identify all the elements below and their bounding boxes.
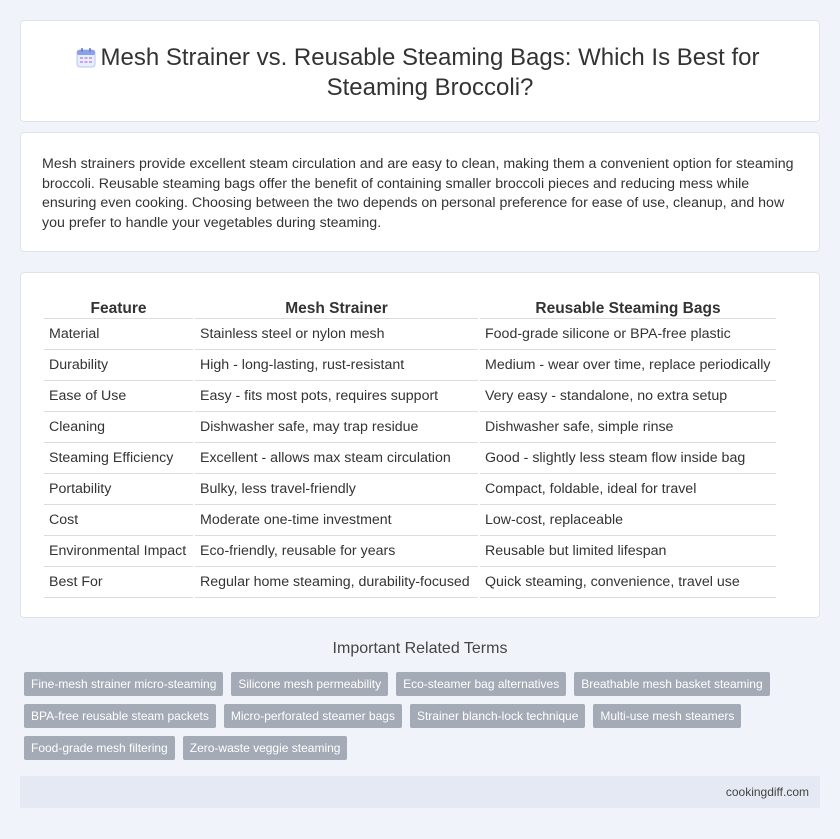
- table-row: [44, 474, 776, 505]
- table-row: [44, 443, 776, 474]
- table-row: [44, 536, 776, 567]
- table-cell: Portability: [44, 474, 193, 505]
- table-cell: Medium - wear over time, replace periodically: [480, 350, 776, 381]
- table-row: [44, 319, 776, 350]
- table-cell: Easy - fits most pots, requires support: [195, 381, 478, 412]
- footer-site-link[interactable]: cookingdiff.com: [725, 785, 809, 799]
- related-term-tag[interactable]: Fine-mesh strainer micro-steaming: [24, 672, 223, 696]
- intro-card: [20, 132, 820, 252]
- related-term-tag[interactable]: Breathable mesh basket steaming: [574, 672, 769, 696]
- related-term-tag[interactable]: Food-grade mesh filtering: [24, 736, 175, 760]
- table-cell: Environmental Impact: [44, 536, 193, 567]
- table-cell: Compact, foldable, ideal for travel: [480, 474, 776, 505]
- table-cell: Steaming Efficiency: [44, 443, 193, 474]
- table-row: [44, 567, 776, 598]
- table-cell: Good - slightly less steam flow inside bag: [480, 443, 776, 474]
- related-term-tag[interactable]: BPA-free reusable steam packets: [24, 704, 216, 728]
- related-term-tag[interactable]: Silicone mesh permeability: [231, 672, 388, 696]
- table-cell: Cleaning: [44, 412, 193, 443]
- intro-text: Mesh strainers provide excellent steam circulation and are easy to clean, making them a convenient option for steaming broccoli. Reusable steaming bags offer the benefit of containing smaller broccoli pieces and reducing mess while ensuring even cooking. Choosing between the two depends on personal preference for ease of use, cleanup, and how you prefer to handle your vegetables during steaming.: [42, 156, 794, 231]
- table-cell: Dishwasher safe, simple rinse: [480, 412, 776, 443]
- comparison-table-card: [20, 272, 820, 618]
- footer: [20, 776, 820, 808]
- related-term-tag[interactable]: Strainer blanch-lock technique: [410, 704, 585, 728]
- related-terms-list: [24, 672, 804, 760]
- table-header-row: [44, 295, 776, 319]
- table-cell: Moderate one-time investment: [195, 505, 478, 536]
- table-cell: Best For: [44, 567, 193, 598]
- column-header-mesh-strainer: Mesh Strainer: [195, 295, 478, 319]
- related-term-tag[interactable]: Zero-waste veggie steaming: [183, 736, 348, 760]
- table-row: [44, 505, 776, 536]
- table-row: [44, 412, 776, 443]
- table-cell: Reusable but limited lifespan: [480, 536, 776, 567]
- page-title: Mesh Strainer vs. Reusable Steaming Bags: Which Is Best for Steaming Broccoli?: [100, 44, 760, 101]
- table-cell: Stainless steel or nylon mesh: [195, 319, 478, 350]
- table-cell: Dishwasher safe, may trap residue: [195, 412, 478, 443]
- table-cell: Very easy - standalone, no extra setup: [480, 381, 776, 412]
- related-terms-heading: Important Related Terms: [332, 640, 508, 657]
- related-term-tag[interactable]: Multi-use mesh steamers: [593, 704, 741, 728]
- related-term-tag[interactable]: Micro-perforated steamer bags: [224, 704, 402, 728]
- table-row: [44, 350, 776, 381]
- table-cell: Cost: [44, 505, 193, 536]
- table-cell: Excellent - allows max steam circulation: [195, 443, 478, 474]
- table-cell: Eco-friendly, reusable for years: [195, 536, 478, 567]
- table-cell: Regular home steaming, durability-focused: [195, 567, 478, 598]
- table-cell: High - long-lasting, rust-resistant: [195, 350, 478, 381]
- column-header-feature: Feature: [44, 295, 193, 319]
- table-cell: Food-grade silicone or BPA-free plastic: [480, 319, 776, 350]
- table-row: [44, 381, 776, 412]
- comparison-table: [42, 295, 778, 598]
- table-cell: Durability: [44, 350, 193, 381]
- table-cell: Low-cost, replaceable: [480, 505, 776, 536]
- table-cell: Material: [44, 319, 193, 350]
- table-cell: Bulky, less travel-friendly: [195, 474, 478, 505]
- related-term-tag[interactable]: Eco-steamer bag alternatives: [396, 672, 566, 696]
- table-cell: Ease of Use: [44, 381, 193, 412]
- title-card: [20, 20, 820, 122]
- table-cell: Quick steaming, convenience, travel use: [480, 567, 776, 598]
- column-header-steaming-bags: Reusable Steaming Bags: [480, 295, 776, 319]
